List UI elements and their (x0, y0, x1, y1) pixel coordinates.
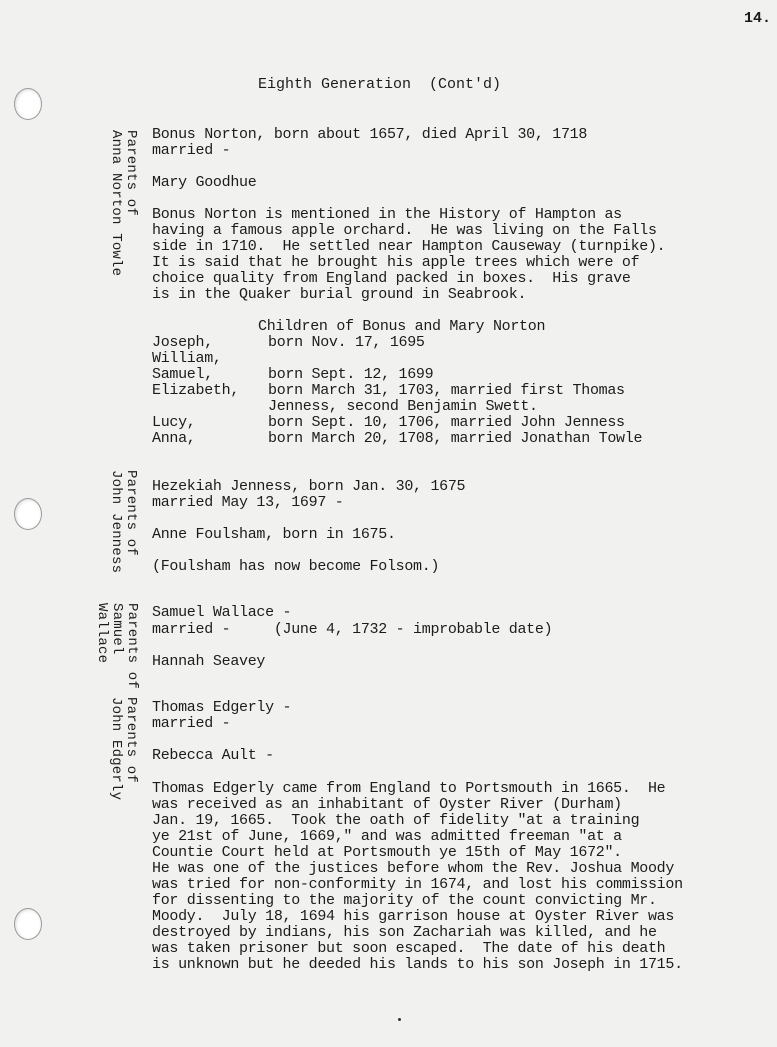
edgerly-para-line: Thomas Edgerly came from England to Portsmouth in 1665. He (152, 780, 666, 797)
child-name: Joseph, (152, 334, 213, 351)
punch-hole (14, 908, 42, 940)
jenness-line-2: married May 13, 1697 - (152, 494, 344, 511)
edgerly-para-line: destroyed by indians, his son Zachariah was killed, and he (152, 924, 657, 941)
child-name: Samuel, (152, 366, 213, 383)
child-name: Lucy, (152, 414, 196, 431)
margin-note-jenness: Parents of John Jenness (108, 470, 139, 574)
jenness-line-1: Hezekiah Jenness, born Jan. 30, 1675 (152, 478, 466, 495)
child-detail: born March 31, 1703, married first Thomas (268, 382, 625, 399)
margin-note-edgerly: Parents of John Edgerly (108, 697, 139, 801)
child-detail: born Sept. 10, 1706, married John Jenness (268, 414, 625, 431)
child-detail: born March 20, 1708, married Jonathan Towle (268, 430, 643, 447)
norton-line-2: married - (152, 142, 231, 159)
norton-line-1: Bonus Norton, born about 1657, died April 30, 1718 (152, 126, 588, 143)
wallace-line-1: Samuel Wallace - (152, 604, 292, 621)
wallace-line-2: married - (June 4, 1732 - improbable date) (152, 621, 553, 638)
margin-note-norton: Parents of Anna Norton Towle (108, 130, 139, 277)
edgerly-para-line: was tried for non-conformity in 1674, and lost his commission (152, 876, 683, 893)
child-detail: born Sept. 12, 1699 (268, 366, 434, 383)
punch-hole (14, 88, 42, 120)
page-number: 14. (744, 10, 772, 27)
child-name: William, (152, 350, 222, 367)
child-name: Elizabeth, (152, 382, 240, 399)
page-title: Eighth Generation (Cont'd) (258, 76, 502, 93)
edgerly-para-line: He was one of the justices before whom the Rev. Joshua Moody (152, 860, 675, 877)
edgerly-para-line: ye 21st of June, 1669," and was admitted freeman "at a (152, 828, 622, 845)
ink-speck (398, 1018, 401, 1021)
edgerly-para-line: was taken prisoner but soon escaped. The date of his death (152, 940, 666, 957)
norton-para-line: is in the Quaker burial ground in Seabrook. (152, 286, 527, 303)
child-name: Anna, (152, 430, 196, 447)
jenness-spouse: Anne Foulsham, born in 1675. (152, 526, 396, 543)
norton-para-line: having a famous apple orchard. He was living on the Falls (152, 222, 657, 239)
child-detail: Jenness, second Benjamin Swett. (268, 398, 538, 415)
edgerly-para-line: is unknown but he deeded his lands to his son Joseph in 1715. (152, 956, 683, 973)
edgerly-para-line: Jan. 19, 1665. Took the oath of fidelity "at a training (152, 812, 640, 829)
norton-spouse: Mary Goodhue (152, 174, 257, 191)
norton-para-line: side in 1710. He settled near Hampton Causeway (turnpike). (152, 238, 666, 255)
edgerly-para-line: Countie Court held at Portsmouth ye 15th of May 1672". (152, 844, 622, 861)
jenness-note: (Foulsham has now become Folsom.) (152, 558, 440, 575)
norton-para-line: It is said that he brought his apple trees which were of (152, 254, 640, 271)
children-heading: Children of Bonus and Mary Norton (258, 318, 546, 335)
punch-hole (14, 498, 42, 530)
edgerly-para-line: Moody. July 18, 1694 his garrison house at Oyster River was (152, 908, 675, 925)
edgerly-spouse: Rebecca Ault - (152, 747, 274, 764)
edgerly-para-line: for dissenting to the majority of the count convicting Mr. (152, 892, 657, 909)
margin-note-wallace: Parents of Samuel Wallace (94, 603, 140, 690)
norton-para-line: Bonus Norton is mentioned in the History of Hampton as (152, 206, 622, 223)
edgerly-line-2: married - (152, 715, 231, 732)
edgerly-line-1: Thomas Edgerly - (152, 699, 292, 716)
norton-para-line: choice quality from England packed in boxes. His grave (152, 270, 631, 287)
wallace-spouse: Hannah Seavey (152, 653, 266, 670)
child-detail: born Nov. 17, 1695 (268, 334, 425, 351)
edgerly-para-line: was received as an inhabitant of Oyster River (Durham) (152, 796, 622, 813)
